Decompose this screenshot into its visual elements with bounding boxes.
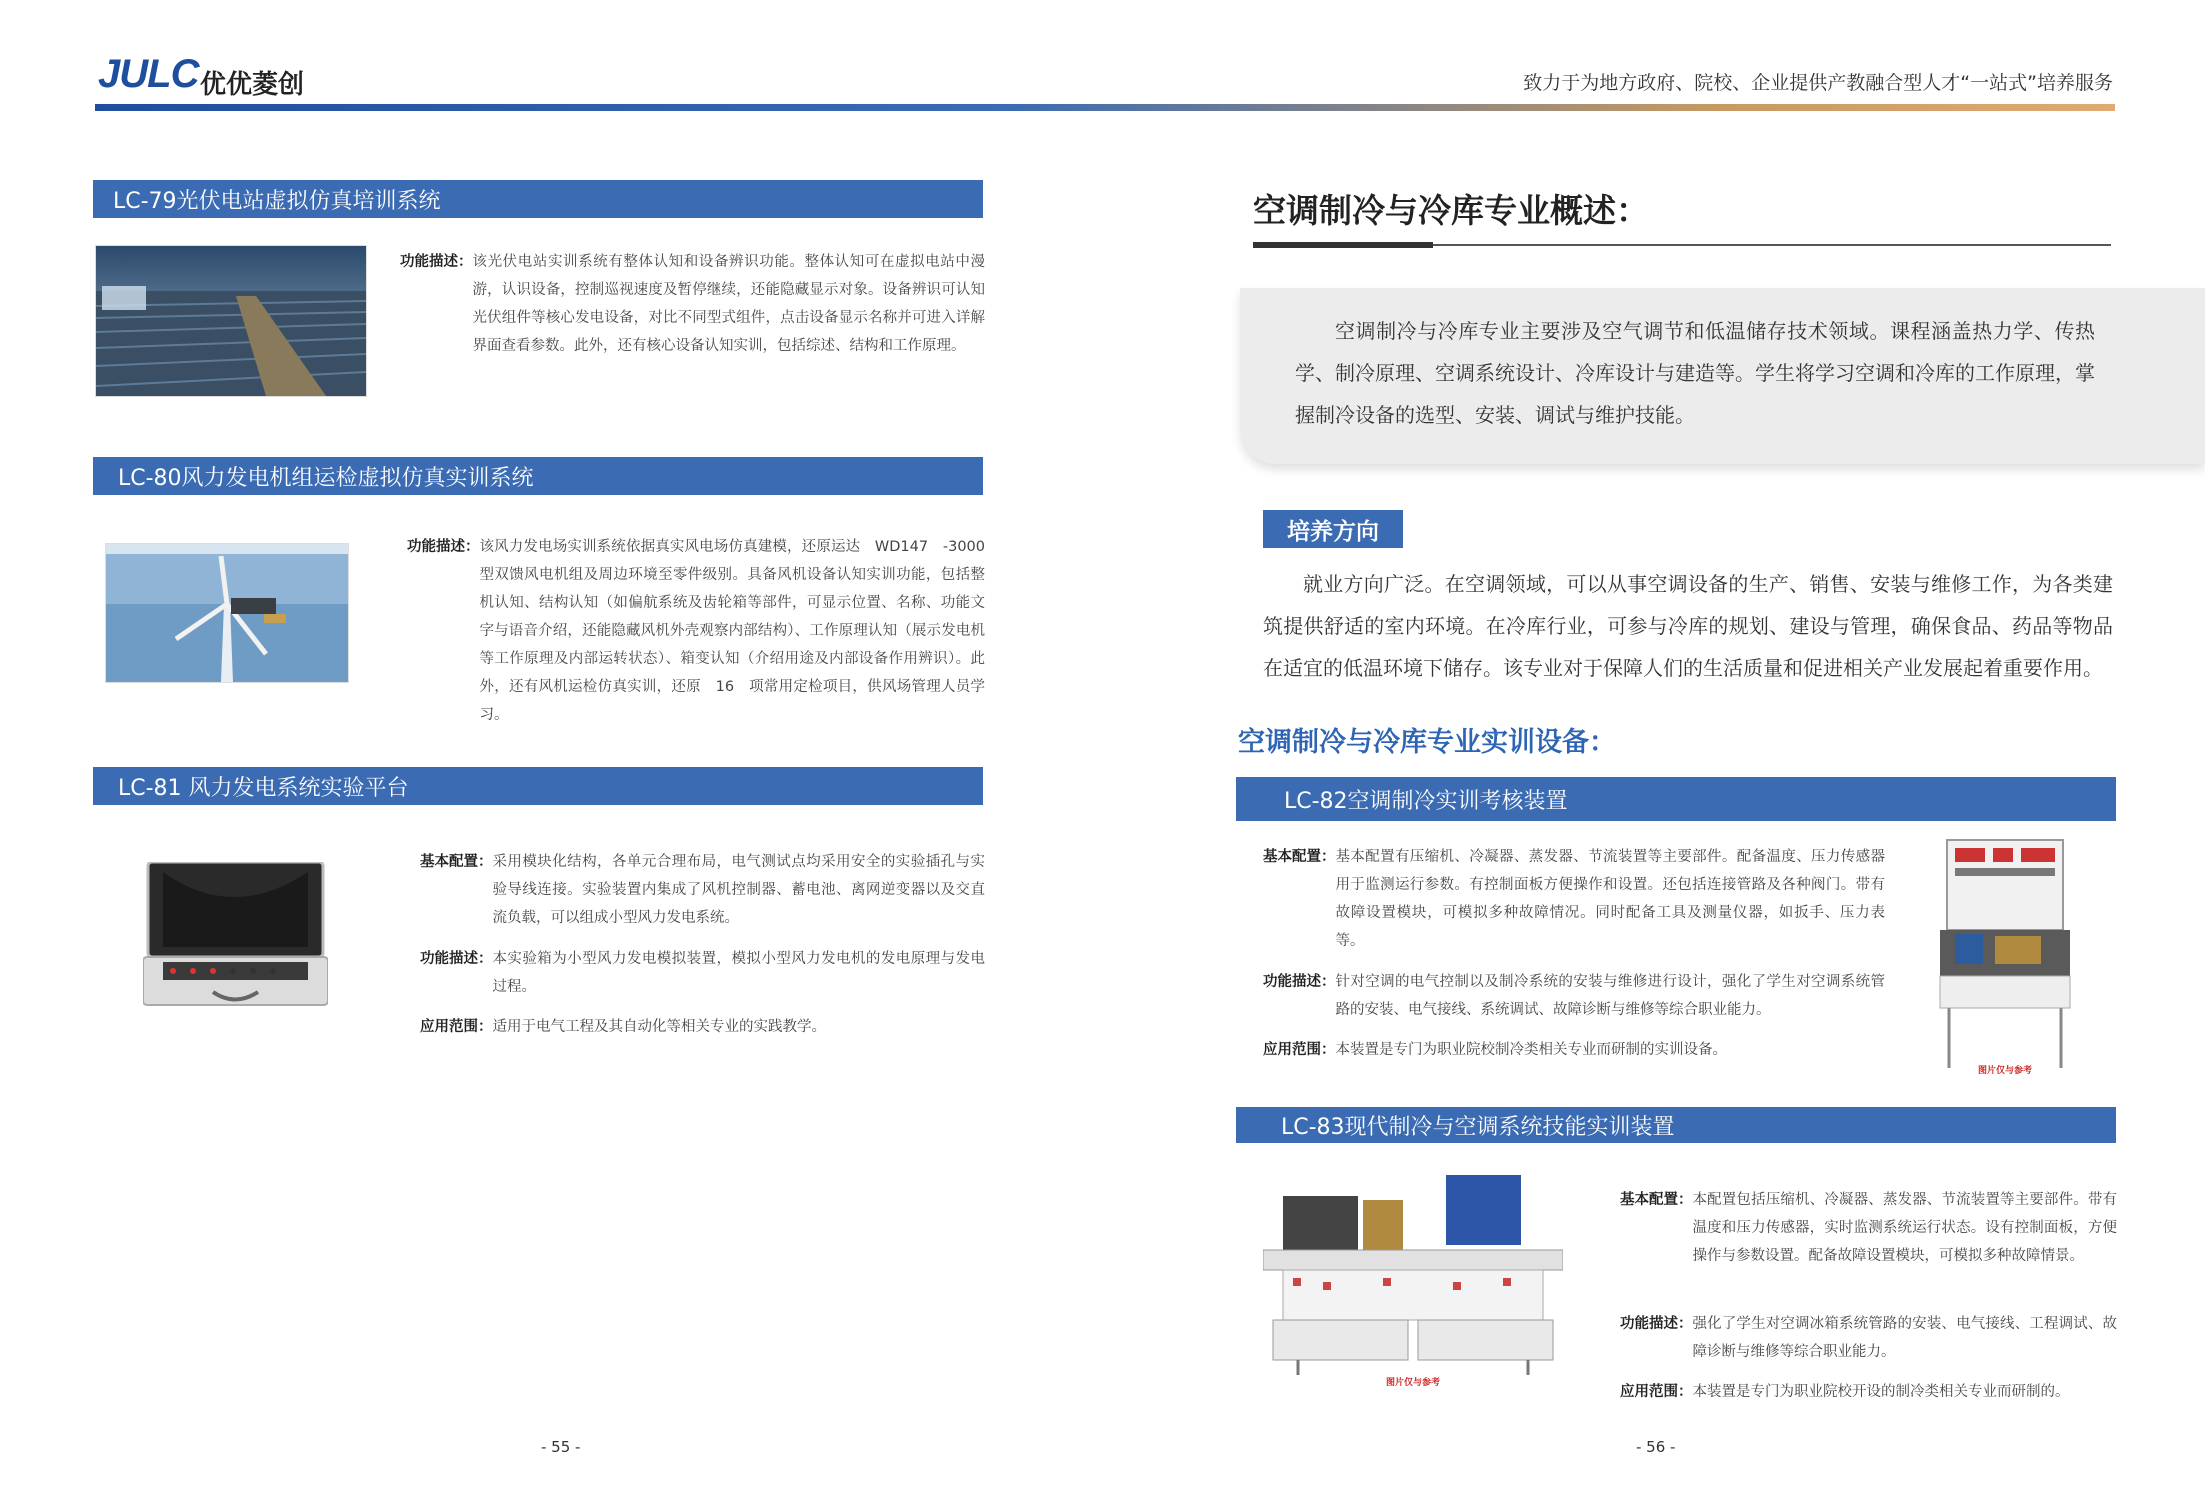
- function-label: 功能描述：: [1263, 974, 1336, 990]
- section-title: LC-79光伏电站虚拟仿真培训系统: [113, 188, 441, 214]
- function-label: 功能描述：: [1620, 1316, 1693, 1332]
- lc81-application-row: [420, 1013, 985, 1041]
- function-text: 该光伏电站实训系统有整体认知和设备辨识功能。整体认知可在虚拟电站中漫游，认识设备，控制巡视速度及暂停继续，还能隐藏显示对象。设备辨识可认知光伏组件等核心发电设备，对比不同型式组件，点击设备显示名称并可进入详解界面查看参数。此外，还有核心设备认知实训，包括综述、结构和工作原理。: [472, 254, 985, 354]
- lc79-function-row: [400, 248, 985, 360]
- application-text: 适用于电气工程及其自动化等相关专业的实践教学。: [492, 1019, 826, 1035]
- refrigeration-trainer-image: [1263, 1170, 1563, 1395]
- section-title: LC-81 风力发电系统实验平台: [118, 775, 409, 801]
- basic-config-label: 基本配置：: [420, 854, 493, 870]
- function-text: 本实验箱为小型风力发电模拟装置，模拟小型风力发电机的发电原理与发电过程。: [492, 951, 985, 995]
- section-title: LC-80风力发电机组运检虚拟仿真实训系统: [118, 465, 534, 491]
- overview-text: 空调制冷与冷库专业主要涉及空气调节和低温储存技术领域。课程涵盖热力学、传热学、制冷原理、空调系统设计、冷库设计与建造等。学生将学习空调和冷库的工作原理，掌握制冷设备的选型、安装、调试与维护技能。: [1295, 319, 2095, 427]
- function-label: 功能描述：: [400, 254, 473, 270]
- page-number-right: - 56 -: [1636, 1438, 1676, 1456]
- function-text: 该风力发电场实训系统依据真实风电场仿真建模，还原运达 WD147 -3000 型双馈风电机组及周边环境至零件级别。具备风机设备认知实训功能，包括整机认知、结构认知（如偏航系统及齿轮箱等部件，可显示位置、名称、功能文字与语音介绍，还能隐藏风机外壳观察内部结构）、工作原理认知（展示发电机等工作原理及内部运转状态）、箱变认知（介绍用途及内部设备作用辨识）。此外，还有风机运检仿真实训，还原 16 项常用定检项目，供风场管理人员学习。: [479, 539, 1000, 723]
- basic-config-text: 本配置包括压缩机、冷凝器、蒸发器、节流装置等主要部件。带有温度和压力传感器，实时监测系统运行状态。设有控制面板，方便操作与参数设置。配备故障设置模块，可模拟多种故障情景。: [1692, 1192, 2117, 1264]
- function-text: 针对空调的电气控制以及制冷系统的安装与维修进行设计，强化了学生对空调系统管路的安装、电气接线、系统调试、故障诊断与维修等综合职业能力。: [1335, 974, 1885, 1018]
- lc83-application-row: [1620, 1378, 2117, 1406]
- basic-config-text: 基本配置有压缩机、冷凝器、蒸发器、节流装置等主要部件。配备温度、压力传感器用于监测运行参数。有控制面板方便操作和设置。还包括连接管路及各种阀门。带有故障设置模块，可模拟多种故障情况。同时配备工具及测量仪器，如扳手、压力表等。: [1335, 849, 1885, 949]
- function-label: 功能描述：: [407, 539, 480, 555]
- header-divider: [95, 104, 2115, 111]
- lc82-function-row: [1263, 968, 1885, 1024]
- ac-trainer-image: [1935, 838, 2075, 1085]
- solar-station-image: [95, 245, 367, 397]
- function-text: 强化了学生对空调冰箱系统管路的安装、电气接线、工程调试、故障诊断与维修等综合职业能力。: [1692, 1316, 2117, 1360]
- lc81-basic-row: [420, 848, 985, 932]
- section-bar-lc79: [93, 180, 983, 218]
- lc82-application-row: [1263, 1036, 1885, 1064]
- basic-config-label: 基本配置：: [1620, 1192, 1693, 1208]
- lc83-function-row: [1620, 1310, 2117, 1366]
- function-label: 功能描述：: [420, 951, 493, 967]
- career-direction-label: 培养方向: [1263, 510, 1403, 548]
- section-bar-lc81: [93, 767, 983, 805]
- section-title: LC-83现代制冷与空调系统技能实训装置: [1281, 1114, 1675, 1140]
- section-bar-lc83: [1236, 1107, 2116, 1143]
- image-caption: 图片仅与参考: [1385, 1378, 1440, 1388]
- lc83-basic-row: [1620, 1186, 2117, 1270]
- lc82-basic-row: [1263, 843, 1885, 955]
- lc81-function-row: [420, 945, 985, 1001]
- header-slogan: 致力于为地方政府、院校、企业提供产教融合型人才“一站式”培养服务: [1523, 72, 2113, 94]
- application-text: 本装置是专门为职业院校开设的制冷类相关专业而研制的。: [1692, 1384, 2070, 1400]
- application-label: 应用范围：: [1263, 1042, 1336, 1058]
- lc80-function-row: [407, 533, 1000, 729]
- logo-mark: JULC: [98, 52, 199, 96]
- page-number-left: - 55 -: [541, 1438, 581, 1456]
- career-direction-text: 就业方向广泛。在空调领域，可以从事空调设备的生产、销售、安装与维修工作，为各类建筑提供舒适的室内环境。在冷库行业，可参与冷库的规划、建设与管理，确保食品、药品等物品在适宜的低温环境下储存。该专业对于保障人们的生活质量和促进相关产业发展起着重要作用。: [1263, 572, 2113, 680]
- basic-config-label: 基本配置：: [1263, 849, 1336, 865]
- overview-title: 空调制冷与冷库专业概述：: [1253, 191, 1649, 230]
- equipment-title: 空调制冷与冷库专业实训设备：: [1238, 727, 1616, 758]
- section-title: LC-82空调制冷实训考核装置: [1284, 788, 1568, 814]
- title-underline-accent: [1253, 242, 1433, 248]
- section-bar-lc82: [1236, 777, 2116, 821]
- basic-config-text: 采用模块化结构，各单元合理布局，电气测试点均采用安全的实验插孔与实验导线连接。实验装置内集成了风机控制器、蓄电池、离网逆变器以及交直流负载，可以组成小型风力发电系统。: [492, 854, 985, 926]
- application-text: 本装置是专门为职业院校制冷类相关专业而研制的实训设备。: [1335, 1042, 1727, 1058]
- logo-name: 优优菱创: [200, 70, 305, 100]
- application-label: 应用范围：: [1620, 1384, 1693, 1400]
- section-bar-lc80: [93, 457, 983, 495]
- application-label: 应用范围：: [420, 1019, 493, 1035]
- wind-turbine-image: [105, 543, 349, 683]
- wind-experiment-case-image: [143, 862, 328, 1012]
- image-caption: 图片仅与参考: [1977, 1066, 2032, 1076]
